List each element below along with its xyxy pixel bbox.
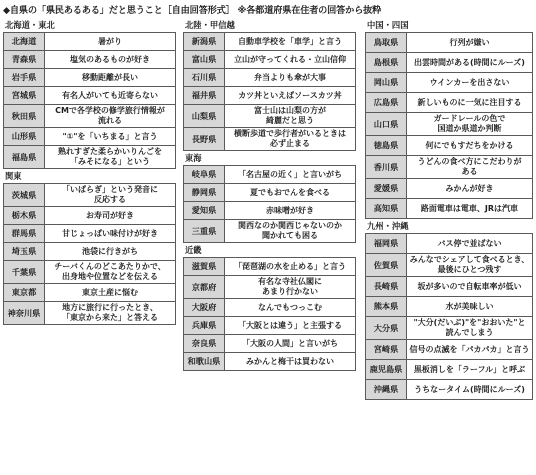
prefecture-label: 岩手県 bbox=[4, 69, 45, 86]
prefecture-label: 群馬県 bbox=[4, 225, 45, 242]
prefecture-label: 和歌山県 bbox=[184, 353, 225, 370]
answer-text: 坂が多いので自転車率が低い bbox=[417, 281, 522, 291]
column-1 bbox=[3, 18, 176, 324]
table-row bbox=[365, 112, 533, 136]
prefecture-label: 沖縄県 bbox=[366, 380, 407, 399]
answer-text: 「大阪の人間」と言いがち bbox=[242, 338, 338, 348]
answer-text: 路面電車は電車、JRは汽車 bbox=[420, 203, 519, 213]
section-heading: 九州・沖縄 bbox=[367, 221, 409, 231]
prefecture-label: 茨城県 bbox=[4, 184, 45, 206]
table-row bbox=[365, 32, 533, 53]
section-heading: 北陸・甲信越 bbox=[185, 20, 235, 30]
prefecture-label: 大分県 bbox=[366, 317, 407, 339]
prefecture-label: 佐賀県 bbox=[366, 254, 407, 276]
answer-text: 弁当よりも傘が大事 bbox=[254, 72, 326, 82]
prefecture-label: 奈良県 bbox=[184, 335, 225, 352]
prefecture-label: 徳島県 bbox=[366, 136, 407, 155]
table-row bbox=[3, 224, 176, 243]
prefecture-label: 長崎県 bbox=[366, 277, 407, 296]
answer-text: ウインカーを出さない bbox=[429, 77, 510, 87]
table-row bbox=[183, 334, 356, 353]
answer-text: 横断歩道で歩行者がいるときは 必ず止まる bbox=[234, 129, 346, 148]
answer-text: 出雲時間がある(時間にルーズ) bbox=[414, 57, 525, 67]
table-row bbox=[3, 283, 176, 302]
answer-text: 立山が守ってくれる・立山信仰 bbox=[234, 54, 346, 64]
table-row bbox=[365, 379, 533, 400]
prefecture-label: 島根県 bbox=[366, 53, 407, 72]
answer-text: カツ丼といえばソースカツ丼 bbox=[238, 90, 342, 100]
prefecture-label: 神奈川県 bbox=[4, 302, 45, 324]
column-3 bbox=[365, 18, 533, 399]
prefecture-label: 埼玉県 bbox=[4, 243, 45, 260]
prefecture-label: 福井県 bbox=[184, 87, 225, 104]
prefecture-label: 滋賀県 bbox=[184, 258, 225, 275]
table-row bbox=[183, 201, 356, 220]
section-heading: 中国・四国 bbox=[367, 20, 409, 30]
prefecture-label: 兵庫県 bbox=[184, 317, 225, 334]
answer-text: 池袋に行きがち bbox=[82, 246, 138, 256]
section-heading: 北海道・東北 bbox=[5, 20, 55, 30]
answer-text: 自動車学校を「車学」と言う bbox=[238, 36, 342, 46]
prefecture-label: 秋田県 bbox=[4, 105, 45, 127]
table-row bbox=[183, 50, 356, 69]
table-row bbox=[365, 276, 533, 297]
prefecture-label: 青森県 bbox=[4, 51, 45, 68]
prefecture-label: 大阪府 bbox=[184, 299, 225, 316]
prefecture-label: 三重県 bbox=[184, 220, 225, 242]
table-row bbox=[183, 165, 356, 184]
table-row bbox=[183, 32, 356, 51]
answer-text: 富士山は山梨の方が 綺麗だと思う bbox=[254, 106, 326, 125]
prefecture-label: 栃木県 bbox=[4, 207, 45, 224]
answer-text: うちなータイム(時間にルーズ) bbox=[414, 384, 525, 394]
prefecture-label: 高知県 bbox=[366, 199, 407, 218]
table-row bbox=[365, 155, 533, 179]
prefecture-label: 千葉県 bbox=[4, 261, 45, 283]
prefecture-label: 山形県 bbox=[4, 128, 45, 145]
table-row bbox=[365, 233, 533, 254]
table-row bbox=[3, 127, 176, 146]
prefecture-label: 新潟県 bbox=[184, 33, 225, 50]
prefecture-label: 鹿児島県 bbox=[366, 360, 407, 379]
answer-text: ガードレールの色で 国道か県道か判断 bbox=[433, 114, 506, 133]
answer-text: 赤味噌が好き bbox=[266, 205, 314, 215]
column-2 bbox=[183, 18, 356, 370]
prefecture-label: 北海道 bbox=[4, 33, 45, 50]
table-row bbox=[3, 68, 176, 87]
page-title: ◆自県の「県民あるある」だと思うこと［自由回答形式］ ※各都道府県在住者の回答から抜粋 bbox=[3, 5, 382, 16]
table-row bbox=[365, 359, 533, 380]
answer-text: 熟れすぎた柔らかいりんごを 「みそになる」という bbox=[58, 147, 162, 166]
answer-text: 「琵琶湖の水を止める」と言う bbox=[234, 261, 346, 271]
answer-text: 有名人がいても近寄らない bbox=[62, 90, 158, 100]
answer-text: "①"を「いちまる」と言う bbox=[62, 131, 158, 141]
answer-text: "大分(だいぶ)"を"おおいた"と 読んでしまう bbox=[413, 318, 526, 337]
answer-text: みかんが好き bbox=[445, 183, 494, 193]
prefecture-label: 広島県 bbox=[366, 93, 407, 112]
prefecture-label: 京都府 bbox=[184, 276, 225, 298]
table-row bbox=[183, 104, 356, 128]
prefecture-label: 静岡県 bbox=[184, 184, 225, 201]
section-heading: 東海 bbox=[185, 153, 202, 163]
answer-text: 甘じょっぱい味付けが好き bbox=[62, 228, 158, 238]
answer-text: CMで各学校の修学旅行情報が 流れる bbox=[55, 106, 165, 125]
answer-text: バス停で並ばない bbox=[437, 238, 502, 248]
table-row bbox=[365, 72, 533, 93]
answer-text: うどんの食べ方にこだわりが ある bbox=[417, 157, 522, 176]
table-row bbox=[365, 253, 533, 277]
table-row bbox=[3, 145, 176, 169]
prefecture-label: 富山県 bbox=[184, 51, 225, 68]
prefecture-label: 宮崎県 bbox=[366, 340, 407, 359]
prefecture-label: 山梨県 bbox=[184, 105, 225, 127]
prefecture-label: 愛知県 bbox=[184, 202, 225, 219]
table-row bbox=[183, 316, 356, 335]
answer-text: 行列が嫌い bbox=[449, 37, 490, 47]
table-row bbox=[183, 275, 356, 299]
table-row bbox=[365, 296, 533, 317]
answer-text: 東京土産に悩む bbox=[82, 287, 138, 297]
section-heading: 関東 bbox=[5, 171, 22, 181]
answer-text: チーバくんのどこあたりかで、 出身地や位置などを伝える bbox=[54, 262, 166, 281]
table-row bbox=[3, 86, 176, 105]
answer-text: なんでもつっこむ bbox=[258, 302, 322, 312]
answer-text: 「名古屋の近く」と言いがち bbox=[238, 169, 342, 179]
prefecture-label: 岡山県 bbox=[366, 73, 407, 92]
table-row bbox=[365, 52, 533, 73]
table-row bbox=[3, 32, 176, 51]
prefecture-label: 岐阜県 bbox=[184, 166, 225, 183]
table-row bbox=[3, 206, 176, 225]
answer-text: みかんと梅干は買わない bbox=[246, 356, 334, 366]
prefecture-label: 山口県 bbox=[366, 113, 407, 135]
table-row bbox=[3, 104, 176, 128]
prefecture-label: 愛媛県 bbox=[366, 179, 407, 198]
prefecture-label: 石川県 bbox=[184, 69, 225, 86]
table-row bbox=[365, 178, 533, 199]
answer-text: 「いばらぎ」という発音に 反応する bbox=[62, 185, 158, 204]
answer-text: 信号の点滅を「パカパカ」と言う bbox=[409, 344, 530, 354]
answer-text: 移動距離が長い bbox=[82, 72, 138, 82]
prefecture-label: 宮城県 bbox=[4, 87, 45, 104]
table-row bbox=[183, 86, 356, 105]
table-row bbox=[183, 127, 356, 151]
prefecture-label: 長野県 bbox=[184, 128, 225, 150]
prefecture-label: 鳥取県 bbox=[366, 33, 407, 52]
prefecture-label: 熊本県 bbox=[366, 297, 407, 316]
answer-text: 関西なのか関西じゃないのか 聞かれても困る bbox=[238, 221, 342, 240]
answer-text: 新しいものに一気に注目する bbox=[417, 97, 522, 107]
table-row bbox=[3, 301, 176, 325]
answer-text: 水が美味しい bbox=[445, 301, 494, 311]
table-row bbox=[365, 198, 533, 219]
table-row bbox=[183, 257, 356, 276]
answer-text: 黒板消しを「ラーフル」と呼ぶ bbox=[413, 364, 526, 374]
table-row bbox=[183, 298, 356, 317]
table-row bbox=[183, 352, 356, 371]
section-heading: 近畿 bbox=[185, 245, 202, 255]
table-row bbox=[3, 183, 176, 207]
table-row bbox=[3, 242, 176, 261]
answer-text: みんなでシェアして食べるとき、 最後にひとつ残す bbox=[409, 255, 530, 274]
answer-text: 塩気のあるものが好き bbox=[70, 54, 150, 64]
table-row bbox=[365, 135, 533, 156]
prefecture-label: 福島県 bbox=[4, 146, 45, 168]
table-row bbox=[365, 92, 533, 113]
table-row bbox=[3, 50, 176, 69]
answer-text: 暑がり bbox=[98, 36, 122, 46]
table-row bbox=[183, 219, 356, 243]
answer-text: 「大阪とは違う」と主張する bbox=[238, 320, 342, 330]
answer-text: 有名な寺社仏閣に あまり行かない bbox=[258, 277, 322, 296]
prefecture-label: 福岡県 bbox=[366, 234, 407, 253]
table-row bbox=[3, 260, 176, 284]
table-row bbox=[365, 339, 533, 360]
table-row bbox=[183, 68, 356, 87]
prefecture-label: 東京都 bbox=[4, 284, 45, 301]
table-row bbox=[183, 183, 356, 202]
table-row bbox=[365, 316, 533, 340]
answer-text: 地方に旅行に行ったとき、 「東京から来た」と答える bbox=[62, 303, 158, 322]
answer-text: 何にでもすだちをかける bbox=[425, 140, 514, 150]
answer-text: 夏でもおでんを食べる bbox=[250, 187, 330, 197]
prefecture-label: 香川県 bbox=[366, 156, 407, 178]
answer-text: お寿司が好き bbox=[86, 210, 134, 220]
